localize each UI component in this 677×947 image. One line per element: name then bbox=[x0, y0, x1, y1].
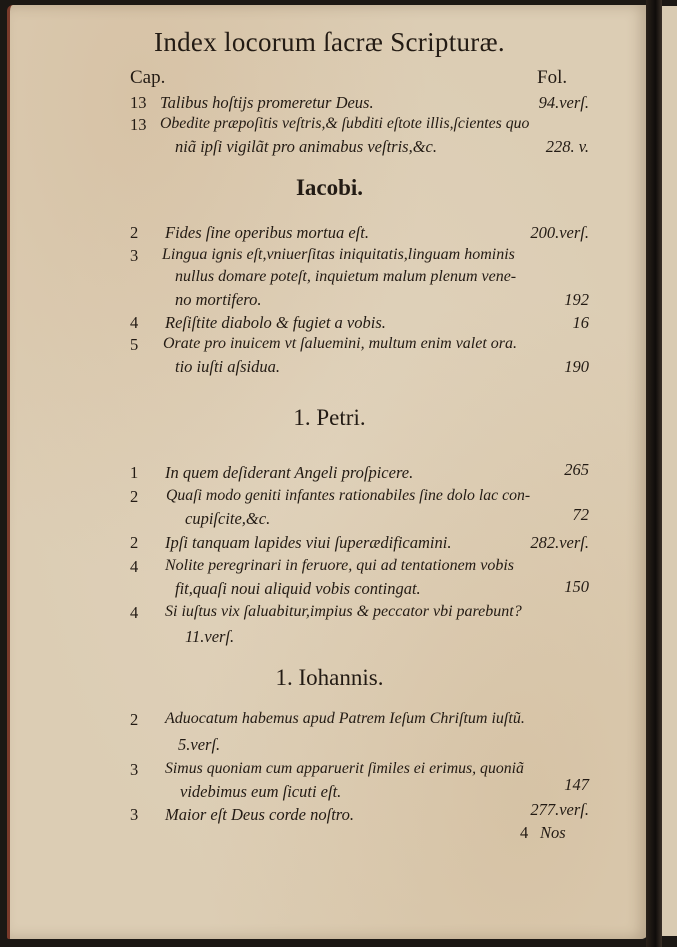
entry-text: niã ipſi vigilãt pro animabus veſtris,&c. bbox=[175, 137, 438, 156]
entry-text: nullus domare poteſt, inquietum malum plenum vene- bbox=[175, 268, 517, 285]
entry-text: Obedite præpoſitis veſtris,& ſubditi eſtote illis,ſcientes quo bbox=[160, 115, 530, 132]
facing-page-edge bbox=[662, 6, 677, 936]
entry-ref: 200.verſ. bbox=[530, 223, 589, 242]
entry-chapter: 13 bbox=[130, 93, 147, 112]
running-head: Index locorum ſacræ Scripturæ. bbox=[154, 27, 505, 57]
entry-text: Reſiſtite diabolo & fugiet a vobis. bbox=[165, 313, 386, 332]
entry-ref: 282.verſ. bbox=[530, 533, 589, 552]
entry-chapter: 1 bbox=[130, 463, 139, 482]
entry-chapter: 3 bbox=[130, 246, 139, 265]
entry-text: Talibus hoſtijs promeretur Deus. bbox=[160, 93, 374, 112]
entry-text: Nolite peregrinari in feruore, qui ad tentationem vobis bbox=[165, 557, 514, 574]
section-title-1-petri: 1. Petri. bbox=[293, 405, 366, 430]
entry-ref: 94.verſ. bbox=[538, 93, 589, 112]
entry-ref: 192 bbox=[564, 290, 589, 309]
entry-text: Fides ſine operibus mortua eſt. bbox=[165, 223, 369, 242]
entry-text: Si iuſtus vix ſaluabitur,impius & peccator vbi parebunt? bbox=[165, 603, 522, 620]
entry-ref: 277.verſ. bbox=[530, 800, 589, 819]
entry-chapter: 4 bbox=[130, 603, 139, 622]
entry-chapter: 4 bbox=[130, 313, 139, 332]
section-title-1-iohannis: 1. Iohannis. bbox=[275, 665, 384, 690]
signature-mark: 4 bbox=[520, 823, 529, 842]
entry-text: In quem deſiderant Angeli proſpicere. bbox=[165, 463, 414, 482]
catchword: Nos bbox=[540, 823, 566, 842]
entry-chapter: 2 bbox=[130, 710, 139, 729]
entry-chapter: 2 bbox=[130, 533, 139, 552]
entry-chapter: 2 bbox=[130, 487, 139, 506]
entry-chapter: 2 bbox=[130, 223, 139, 242]
entry-text: videbimus eum ſicuti eſt. bbox=[180, 782, 342, 801]
entry-text: Maior eſt Deus corde noſtro. bbox=[165, 805, 354, 824]
entry-text: cupiſcite,&c. bbox=[185, 509, 271, 528]
entry-text: 11.verſ. bbox=[185, 627, 235, 646]
entry-text: Lingua ignis eſt,vniuerſitas iniquitatis,linguam hominis bbox=[162, 246, 515, 263]
entry-chapter: 13 bbox=[130, 115, 147, 134]
entry-text: Simus quoniam cum apparuerit ſimiles ei erimus, quoniã bbox=[165, 760, 524, 777]
entry-ref: 150 bbox=[564, 577, 589, 596]
entry-ref: 228. v. bbox=[545, 137, 589, 156]
entry-ref: 147 bbox=[564, 775, 589, 794]
entry-chapter: 5 bbox=[130, 335, 139, 354]
folio-column-label: Fol. bbox=[537, 67, 568, 88]
entry-text: Aduocatum habemus apud Patrem Ieſum Chriſtum iuſtũ. bbox=[165, 710, 525, 727]
entry-ref: 72 bbox=[572, 505, 589, 524]
entry-text: no mortifero. bbox=[175, 290, 262, 309]
entry-text: fit,quaſi noui aliquid vobis contingat. bbox=[175, 579, 421, 598]
entry-ref: 16 bbox=[572, 313, 589, 332]
entry-text: Orate pro inuicem vt ſaluemini, multum enim valet ora. bbox=[163, 335, 518, 352]
entry-chapter: 4 bbox=[130, 557, 139, 576]
entry-text: 5.verſ. bbox=[178, 735, 221, 754]
entry-text: Quaſi modo geniti infantes rationabiles ſine dolo lac con- bbox=[166, 487, 531, 504]
chapter-column-label: Cap. bbox=[130, 67, 166, 88]
entry-ref: 190 bbox=[564, 357, 589, 376]
entry-text: Ipſi tanquam lapides viui ſuperædificamini. bbox=[165, 533, 452, 552]
section-title-iacobi: Iacobi. bbox=[295, 175, 364, 200]
entry-text: tio iuſti aſsidua. bbox=[175, 357, 280, 376]
entry-ref: 265 bbox=[564, 460, 589, 479]
book-page bbox=[7, 5, 649, 939]
entry-chapter: 3 bbox=[130, 805, 139, 824]
entry-chapter: 3 bbox=[130, 760, 139, 779]
book-gutter bbox=[646, 0, 662, 947]
